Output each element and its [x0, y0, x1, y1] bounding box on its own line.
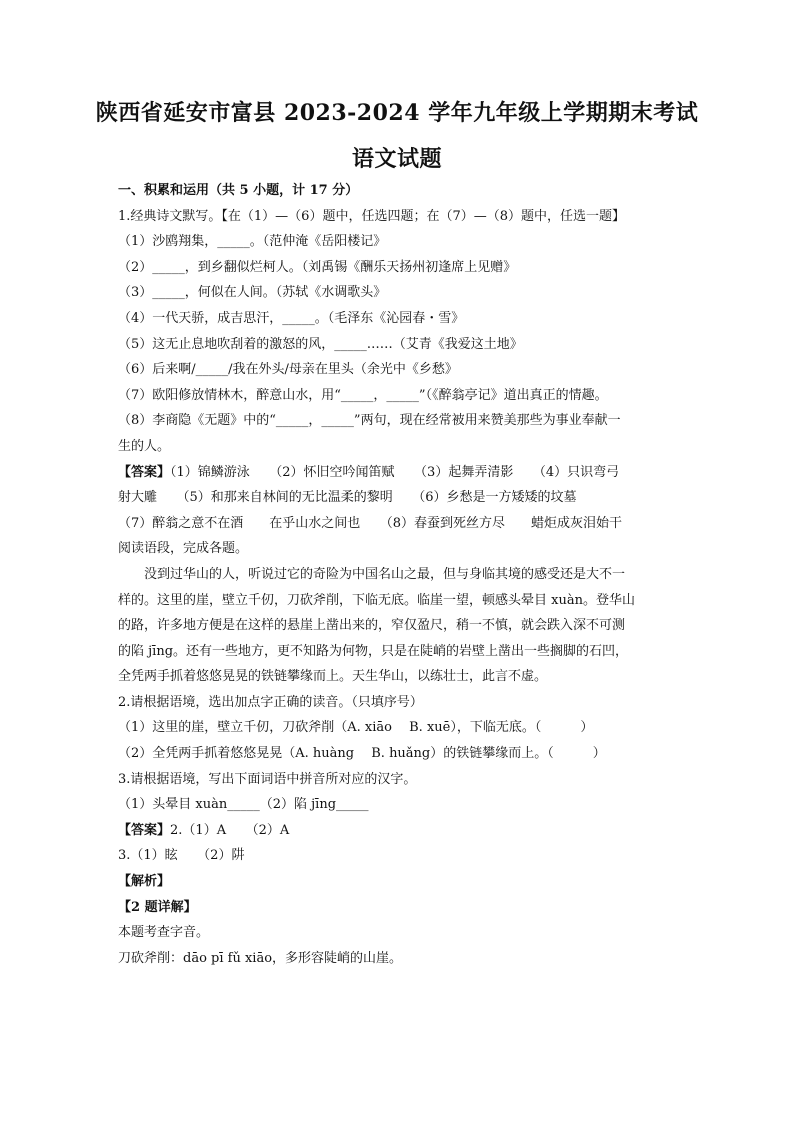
question-2-item: （2）全凭两手抓着悠悠晃晃（A. huàng B. huǎng）的铁链攀缘而上。（ ）: [118, 746, 606, 762]
document-body: [118, 178, 678, 971]
detail-text: 刀砍斧削：dāo pī fǔ xiāo，多形容陡峭的山崖。: [118, 950, 403, 966]
passage-line: 全凭两手抓着悠悠晃晃的铁链攀缘而上。天生华山，以练壮士，此言不虚。: [118, 669, 548, 685]
question-1-item: （7）欧阳修放情林木，醉意山水，用“_____，_____”（《醉翁亭记》道出真正的情趣。: [118, 387, 608, 403]
question-1-item: （8）李商隐《无题》中的“_____，_____”两句，现在经常被用来赞美那些为事业奉献一: [118, 413, 621, 429]
detail-label: 【2 题详解】: [118, 899, 197, 915]
passage-line: 样的。这里的崖，壁立千仞，刀砍斧削，下临无底。临崖一望，顿感头晕目 xuàn。登华山: [118, 592, 635, 608]
answer-label: 【答案】: [118, 822, 171, 838]
answer-1-text: （1）锦鳞游泳 （2）怀旧空吟闻笛赋 （3）起舞弄清影 （4）只识弯弓: [170, 464, 620, 480]
question-3-item: （1）头晕目 xuàn_____（2）陷 jīng_____: [118, 797, 369, 813]
passage-line: 的路，许多地方便是在这样的悬崖上凿出来的，窄仅盈尺，稍一不慎，就会跌入深不可测: [118, 618, 626, 634]
document-title: 陕西省延安市富县 2023-2024 学年九年级上学期期末考试: [95, 100, 699, 126]
answer-1-line: 射大雕 （5）和那来自林间的无比温柔的黎明 （6）乡愁是一方矮矮的坟墓: [118, 490, 577, 506]
answer-label: 【答案】: [118, 464, 171, 480]
question-1-item: （2）_____，到乡翻似烂柯人。（刘禹锡《酬乐天扬州初逢席上见赠》: [118, 259, 517, 275]
answer-2-line: [118, 818, 678, 844]
question-1-item: （5）这无止息地吹刮着的激怒的风，_____……（艾青《我爱这土地》: [118, 336, 523, 352]
answer-1-line: （7）醉翁之意不在酒 在乎山水之间也 （8）春蚕到死丝方尽 蜡炬成灰泪始干: [118, 515, 623, 531]
question-2-item: （1）这里的崖，壁立千仞，刀砍斧削（A. xiāo B. xuē），下临无底。（ ）: [118, 720, 594, 736]
analysis-label: 【解析】: [118, 874, 171, 890]
question-1-item: （6）后来啊/_____/我在外头/母亲在里头（余光中《乡愁》: [118, 362, 458, 378]
answer-2-line: 3.（1）眩 （2）阱: [118, 848, 245, 864]
passage-line: 的陷 jīng。还有一些地方，更不知路为何物，只是在陡峭的岩壁上凿出一些搁脚的石凹，: [118, 643, 629, 659]
answer-1-line: [118, 460, 678, 486]
detail-text: 本题考查字音。: [118, 925, 210, 941]
question-1-prompt: 1.经典诗文默写。【在（1）—（6）题中，任选四题；在（7）—（8）题中，任选一题】: [118, 208, 625, 224]
answer-2-text: 2.（1）A （2）A: [170, 822, 290, 838]
question-1-item: （1）沙鸥翔集，_____。（范仲淹《岳阳楼记》: [118, 234, 387, 250]
document-subtitle: 语文试题: [351, 146, 442, 172]
section-heading: 一、积累和运用（共 5 小题，计 17 分）: [118, 183, 359, 198]
question-1-item-continued: 生的人。: [118, 438, 171, 454]
question-1-item: （4）一代天骄，成吉思汗，_____。（毛泽东《沁园春・雪》: [118, 310, 465, 326]
passage-line: 没到过华山的人，听说过它的奇险为中国名山之最，但与身临其境的感受还是大不一: [144, 566, 626, 582]
question-2-prompt: 2.请根据语境，选出加点字正确的读音。（只填序号）: [118, 694, 423, 710]
question-3-prompt: 3.请根据语境，写出下面词语中拼音所对应的汉字。: [118, 771, 417, 787]
reading-intro: 阅读语段，完成各题。: [118, 541, 249, 557]
question-1-item: （3）_____，何似在人间。（苏轼《水调歌头》: [118, 285, 387, 301]
